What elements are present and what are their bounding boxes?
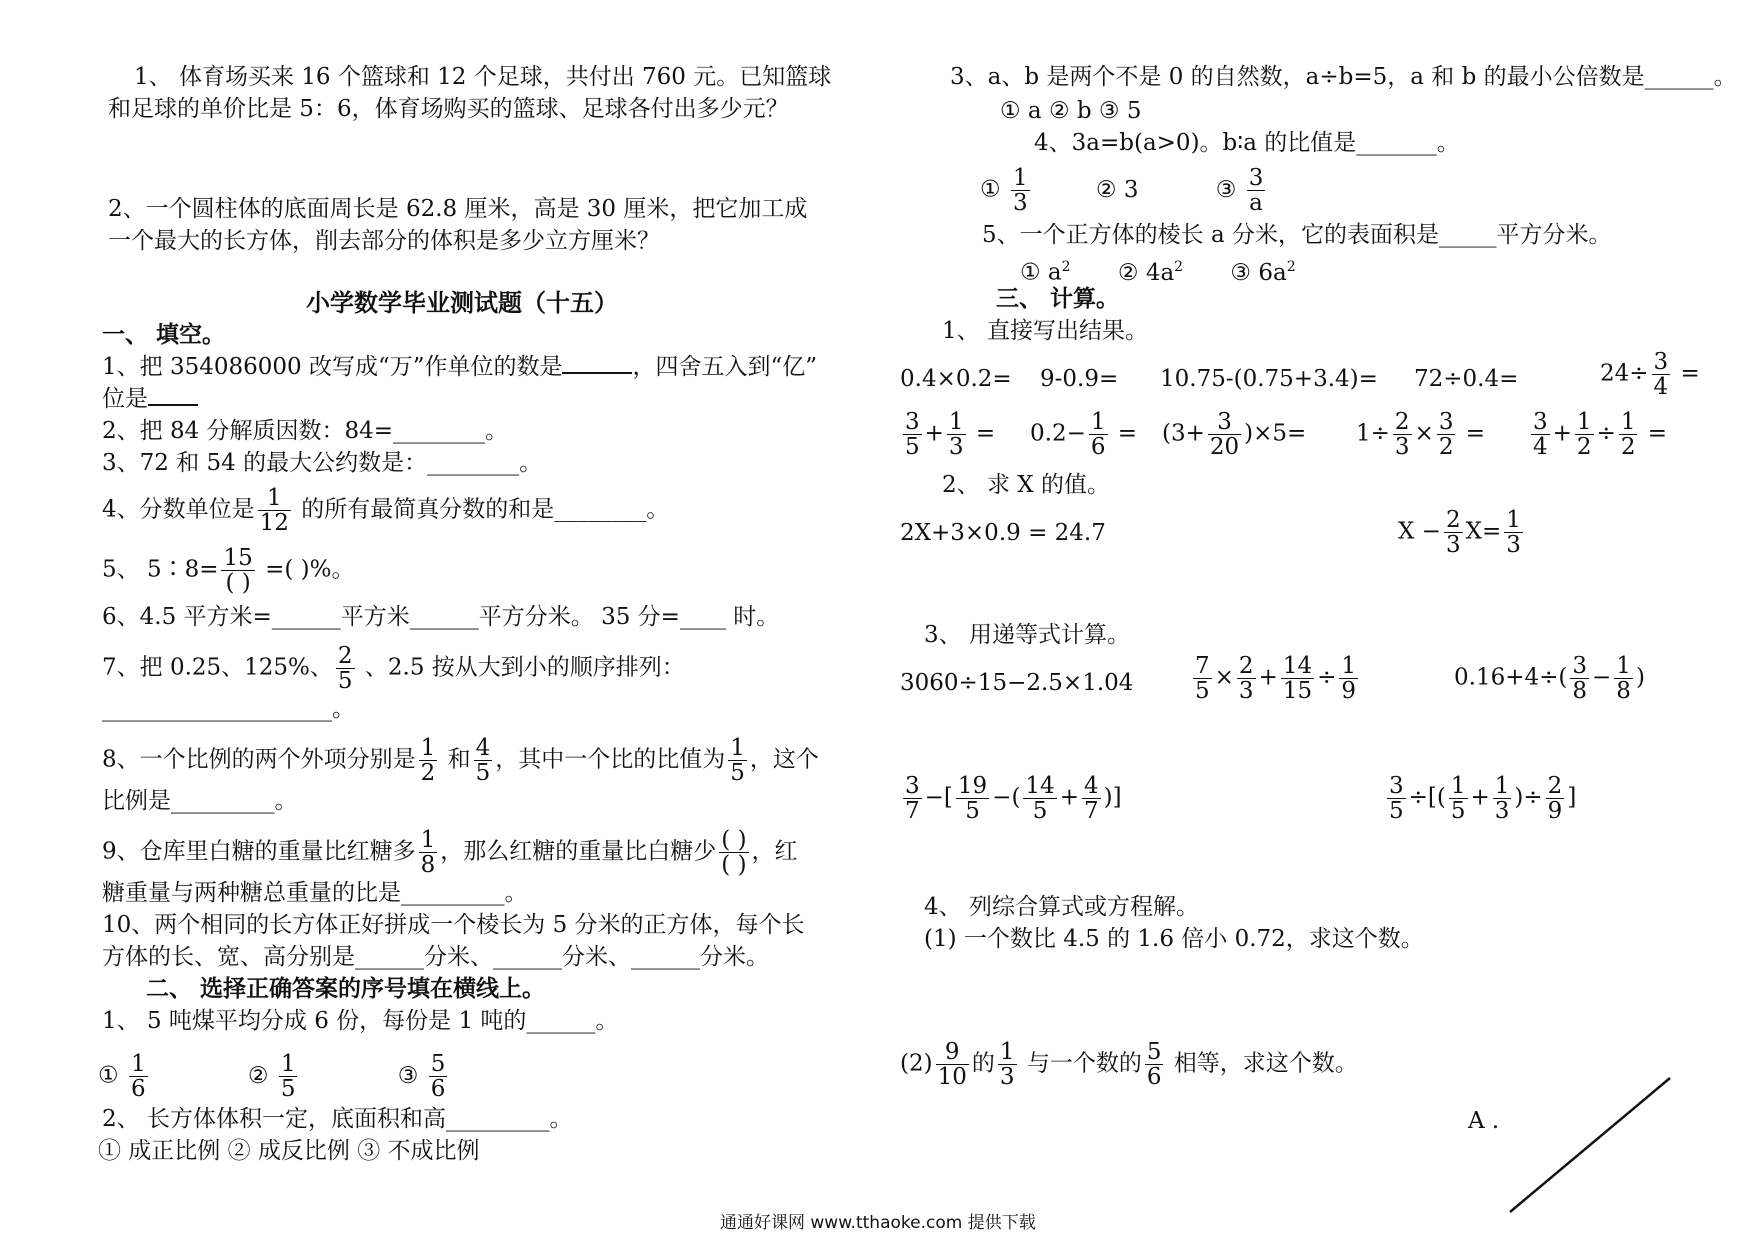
choice-q3-options: ① a ② b ③ 5 [1000, 98, 1142, 124]
application-q2-line1: 2、一个圆柱体的底面周长是 62.8 厘米，高是 30 厘米，把它加工成 [108, 196, 808, 222]
fill-q10-line1: 10、两个相同的长方体正好拼成一个棱长为 5 分米的正方体，每个长 [102, 912, 805, 938]
calc-e6: $\frac{3}{5}$ + $\frac{1}{3}$ = [905, 409, 996, 461]
exam-title: 小学数学毕业测试题（十五） [306, 288, 618, 317]
fill-q8: 8、一个比例的两个外项分别是 $\frac{1}{2}$ 和 $\frac{4}{5}$ ，其中一个比的比值为 $\frac{1}{5}$ ，这个 [102, 735, 819, 787]
fraction: $\frac{1}{9}$ [1341, 653, 1357, 705]
fraction: $\frac{4}{5}$ [475, 735, 491, 787]
fraction: $\frac{14}{15}$ [1282, 653, 1313, 705]
footer-credit: 通通好课网 www.tthaoke.com 提供下载 [720, 1213, 1036, 1233]
fraction: $\frac{2}{9}$ [1547, 773, 1563, 825]
fill-q5: 5、 5∶8= $\frac{15}{( )}$ =( )%。 [102, 545, 355, 597]
fraction: $\frac{3}{2}$ [1438, 409, 1454, 461]
fill-q9-cont: 糖重量与两种糖总重量的比是_________。 [102, 880, 528, 906]
calc-e1: 0.4×0.2= [900, 366, 1012, 392]
choice-q4-options: ① $\frac{1}{3}$ ② 3 ③ $\frac{3}{a}$ [980, 165, 1264, 217]
calc-r3: 0.16+4÷( $\frac{3}{8}$ − $\frac{1}{8}$ ) [1454, 653, 1645, 705]
fraction: $\frac{1}{3}$ [1506, 507, 1521, 559]
blank [148, 384, 198, 406]
fraction: $\frac{1}{8}$ [420, 827, 436, 879]
fraction: $\frac{5}{6}$ [1146, 1039, 1162, 1091]
fill-q6: 6、4.5 平方米=______平方米______平方分米。 35 分=____ 时。 [102, 604, 780, 630]
fraction: $\frac{3}{5}$ [1389, 773, 1404, 825]
fraction: $\frac{1}{5}$ [280, 1051, 296, 1103]
calc-e10: $\frac{3}{4}$ + $\frac{1}{2}$ ÷ $\frac{1}{2}$ = [1533, 409, 1668, 461]
calc-r1: 3060÷15−2.5×1.04 [900, 670, 1134, 696]
fill-q10-line2: 方体的长、宽、高分别是______分米、______分米、______分米。 [102, 944, 769, 970]
choice-q3: 3、a、b 是两个不是 0 的自然数，a÷b=5，a 和 b 的最小公倍数是______。 [950, 64, 1737, 90]
calc-e3: 10.75-(0.75+3.4)= [1160, 366, 1378, 392]
diagonal-line [1500, 1070, 1680, 1220]
fraction: $\frac{2}{3}$ [1394, 409, 1410, 461]
word-problem-1: (1) 一个数比 4.5 的 1.6 倍小 0.72，求这个数。 [924, 926, 1424, 952]
point-label: A . [1468, 1108, 1500, 1134]
fill-q2: 2、把 84 分解质因数：84=________。 [102, 418, 509, 444]
application-q1-line1: 1、 体育场买来 16 个篮球和 12 个足球，共付出 760 元。已知篮球 [134, 64, 832, 90]
fraction: $\frac{3}{a}$ [1248, 165, 1264, 217]
fraction: $\frac{1}{5}$ [730, 735, 745, 787]
word-problem-2: (2) $\frac{9}{10}$ 的 $\frac{1}{3}$ 与一个数的 $\frac{5}{6}$ 相等，求这个数。 [900, 1039, 1358, 1091]
section-3-heading: 三、 计算。 [996, 285, 1120, 312]
choice-q1-options: ① $\frac{1}{6}$ ② $\frac{1}{5}$ ③ $\frac{5}{6}$ [98, 1051, 446, 1103]
fraction: $\frac{3}{4}$ [1533, 409, 1548, 461]
fill-q4: 4、分数单位是 $\frac{1}{12}$ 的所有最简真分数的和是________。 [102, 485, 670, 537]
fraction: $\frac{1}{6}$ [130, 1051, 146, 1103]
fraction: $\frac{1}{2}$ [1620, 409, 1636, 461]
application-q1-line2: 和足球的单价比是 5：6，体育场购买的篮球、足球各付出多少元？ [108, 96, 789, 122]
calc-e4: 72÷0.4= [1414, 366, 1519, 392]
choice-q5-options: ① $a^2$ ② $4a^2$ ③ $6a^2$ [1020, 259, 1296, 286]
choice-q4: 4、3a=b(a>0)。b∶a 的比值是_______。 [1034, 130, 1460, 156]
calc-part2-heading: 2、 求 X 的值。 [942, 472, 1110, 498]
calc-e7: 0.2− $\frac{1}{6}$ = [1030, 409, 1138, 461]
calc-part4-heading: 4、 列综合算式或方程解。 [924, 894, 1199, 920]
fill-q1-cont: 位是 [102, 384, 198, 414]
fraction: $\frac{1}{3}$ [1012, 165, 1028, 217]
fraction: $\frac{14}{5}$ [1025, 773, 1055, 825]
choice-q2: 2、 长方体体积一定，底面积和高_________。 [102, 1106, 573, 1132]
calc-r5: $\frac{3}{5}$ ÷[( $\frac{1}{5}$ + $\frac{1}{3}$ )÷ $\frac{2}{9}$ ] [1389, 773, 1577, 825]
fraction: $\frac{1}{12}$ [259, 485, 289, 537]
calc-part3-heading: 3、 用递等式计算。 [924, 622, 1130, 648]
blank [562, 352, 632, 374]
calc-e2: 9-0.9= [1040, 366, 1119, 392]
fraction: $\frac{7}{5}$ [1195, 653, 1210, 705]
section-2-heading: 二、 选择正确答案的序号填在横线上。 [146, 975, 546, 1002]
fraction: $\frac{1}{6}$ [1090, 409, 1106, 461]
fraction: $\frac{3}{8}$ [1572, 653, 1588, 705]
fill-q3: 3、72 和 54 的最大公约数是：________。 [102, 450, 543, 476]
calc-part1-heading: 1、 直接写出结果。 [942, 318, 1148, 344]
fraction: $\frac{1}{2}$ [420, 735, 436, 787]
fraction: $\frac{1}{8}$ [1616, 653, 1631, 705]
fraction: $\frac{( )}{( )}$ [721, 827, 747, 879]
fraction: $\frac{1}{2}$ [1576, 409, 1592, 461]
fraction: $\frac{2}{3}$ [1445, 507, 1461, 559]
fill-q8-cont: 比例是_________。 [102, 788, 298, 814]
fraction: $\frac{3}{7}$ [905, 773, 920, 825]
fraction: $\frac{9}{10}$ [937, 1039, 967, 1091]
section-1-heading: 一、 填空。 [102, 321, 226, 348]
calc-r4: $\frac{3}{7}$ −[ $\frac{19}{5}$ −( $\frac{14}{5}$ + $\frac{4}{7}$ )] [905, 773, 1122, 825]
fraction: $\frac{3}{20}$ [1209, 409, 1240, 461]
choice-q5: 5、一个正方体的棱长 a 分米，它的表面积是_____平方分米。 [982, 222, 1612, 248]
fill-q9: 9、仓库里白糖的重量比红糖多 $\frac{1}{8}$ ，那么红糖的重量比白糖少 $\frac{( )}{( )}$ ，红 [102, 827, 798, 879]
solve-x1: 2X+3×0.9 = 24.7 [900, 520, 1106, 546]
application-q2-line2: 一个最大的长方体，削去部分的体积是多少立方厘米？ [108, 228, 660, 254]
fill-q1: 1、把 354086000 改写成“万”作单位的数是 ，四舍五入到“亿” [102, 354, 818, 380]
fraction: $\frac{5}{6}$ [430, 1051, 446, 1103]
choice-q1: 1、 5 吨煤平均分成 6 份，每份是 1 吨的______。 [102, 1008, 619, 1034]
fraction: $\frac{2}{3}$ [1238, 653, 1254, 705]
calc-e9: 1÷ $\frac{2}{3}$ × $\frac{3}{2}$ = [1356, 409, 1486, 461]
calc-e5: 24÷ $\frac{3}{4}$ = [1600, 349, 1700, 401]
fraction: $\frac{15}{( )}$ [223, 545, 253, 597]
fraction: $\frac{1}{3}$ [1494, 773, 1510, 825]
fraction: $\frac{1}{3}$ [948, 409, 964, 461]
fill-q7-answer: ____________________。 [102, 696, 355, 722]
fill-q7: 7、把 0.25、125%、 $\frac{2}{5}$ 、2.5 按从大到小的顺序排列： [102, 643, 685, 695]
solve-x2: X − $\frac{2}{3}$ X= $\frac{1}{3}$ [1398, 507, 1521, 559]
fraction: $\frac{4}{7}$ [1083, 773, 1099, 825]
calc-e8: (3+ $\frac{3}{20}$ )×5= [1162, 409, 1307, 461]
fraction: $\frac{3}{4}$ [1653, 349, 1669, 401]
fraction: $\frac{1}{5}$ [1450, 773, 1466, 825]
calc-r2: $\frac{7}{5}$ × $\frac{2}{3}$ + $\frac{14}{15}$ ÷ $\frac{1}{9}$ [1195, 653, 1357, 705]
choice-q2-options: ① 成正比例 ② 成反比例 ③ 不成比例 [98, 1138, 480, 1164]
fraction: $\frac{3}{5}$ [905, 409, 920, 461]
fraction: $\frac{19}{5}$ [957, 773, 988, 825]
fraction: $\frac{2}{5}$ [337, 643, 353, 695]
line-segment [1510, 1078, 1670, 1212]
fraction: $\frac{1}{3}$ [999, 1039, 1015, 1091]
